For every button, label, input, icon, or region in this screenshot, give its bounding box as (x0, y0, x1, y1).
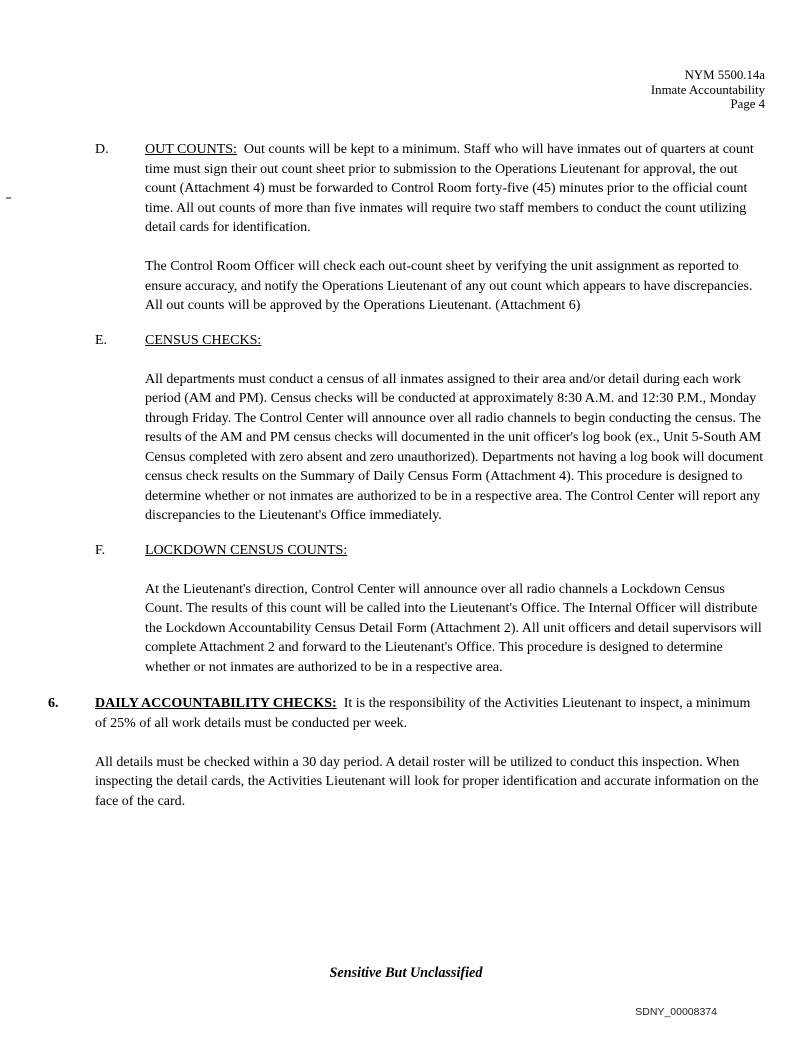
section-f-paragraph: At the Lieutenant's direction, Control Center will announce over all radio channels a Lockdown Census Count. The results of this count will be called into the Lieutenant's Office. The Internal Officer will distribute the Lockdown Accountability Census Detail Form (Attachment 2). All unit officers and detail supervisors will complete Attachment 2 and forward to the Lieutenant's Office. This procedure is designed to determine whether or not inmates are authorized to be in a respective area. (145, 581, 762, 675)
section-e-heading: CENSUS CHECKS: (145, 332, 262, 348)
section-d-paragraph-1 (145, 140, 765, 238)
item-6-number: 6. (48, 696, 59, 711)
document-body (0, 140, 812, 811)
section-out-counts (95, 140, 765, 316)
section-f-heading: LOCKDOWN CENSUS COUNTS: (145, 542, 348, 558)
section-lockdown-census-counts (95, 541, 765, 678)
section-census-checks (95, 331, 765, 526)
section-f-heading-line (145, 541, 765, 561)
section-d-body (145, 140, 765, 316)
section-d-label: D. (95, 142, 109, 157)
section-e-heading-line (145, 331, 765, 351)
section-d-intro-text: Out counts will be kept to a minimum. Staff who will have inmates out of quarters at count time must sign their out count sheet prior to submission to the Operations Lieutenant for approval, the out count (Attachment 4) must be forwarded to Control Room forty-five (45) minutes prior to the official count time. All out counts of more than five inmates will require two staff members to conduct the count utilizing detail cards for identification. (145, 142, 754, 235)
section-f-body (145, 541, 765, 678)
page-number: Page 4 (730, 97, 765, 112)
bates-number: SDNY_00008374 (635, 1006, 717, 1018)
section-f-label: F. (95, 542, 106, 558)
item-6-paragraph-1 (95, 694, 765, 733)
section-d-paragraph-2: The Control Room Officer will check each out-count sheet by verifying the unit assignment as reported to ensure accuracy, and notify the Operations Lieutenant of any out count which appears to have discrepancies. All out counts will be approved by the Operations Lieutenant. (Attachment 6) (145, 259, 753, 313)
document-header (651, 68, 765, 112)
item-6-paragraph-2: All details must be checked within a 30 day period. A detail roster will be utilized to conduct this inspection. When inspecting the detail cards, the Activities Lieutenant will look for proper identification and accurate information on the face of the card. (95, 754, 759, 809)
section-e-label: E. (95, 332, 108, 348)
classification-footer: Sensitive But Unclassified (329, 965, 483, 981)
section-d-heading: OUT COUNTS: (145, 142, 237, 157)
doc-title: Inmate Accountability (650, 82, 765, 97)
item-6-body (95, 694, 765, 811)
section-e-paragraph: All departments must conduct a census of all inmates assigned to their area and/or detail during each work period (AM and PM). Census checks will be conducted at approximately 8:30 A.M. and 12:30 P.M., Monday through Friday. The Control Center will announce over all radio channels to begin conducting the census. The results of the AM and PM census checks will documented in the unit officer's log book (ex., Unit 5-South AM Census completed with zero absent and zero unauthorized). Departments not having a log book will document census check results on the Summary of Daily Census Form (Attachment 4). This procedure is designed to determine whether or not inmates are authorized to be in a respective area. The Control Center will report any discrepancies to the Lieutenant's Office immediately. (145, 371, 764, 523)
item-6-intro-text: It is the responsibility of the Activities Lieutenant to inspect, a minimum of 25% of all work details must be conducted per week. (95, 696, 751, 731)
section-e-body (145, 331, 765, 526)
item-daily-accountability-checks (48, 694, 765, 811)
item-6-heading: DAILY ACCOUNTABILITY CHECKS: (95, 696, 337, 711)
doc-number: NYM 5500.14a (684, 68, 765, 82)
